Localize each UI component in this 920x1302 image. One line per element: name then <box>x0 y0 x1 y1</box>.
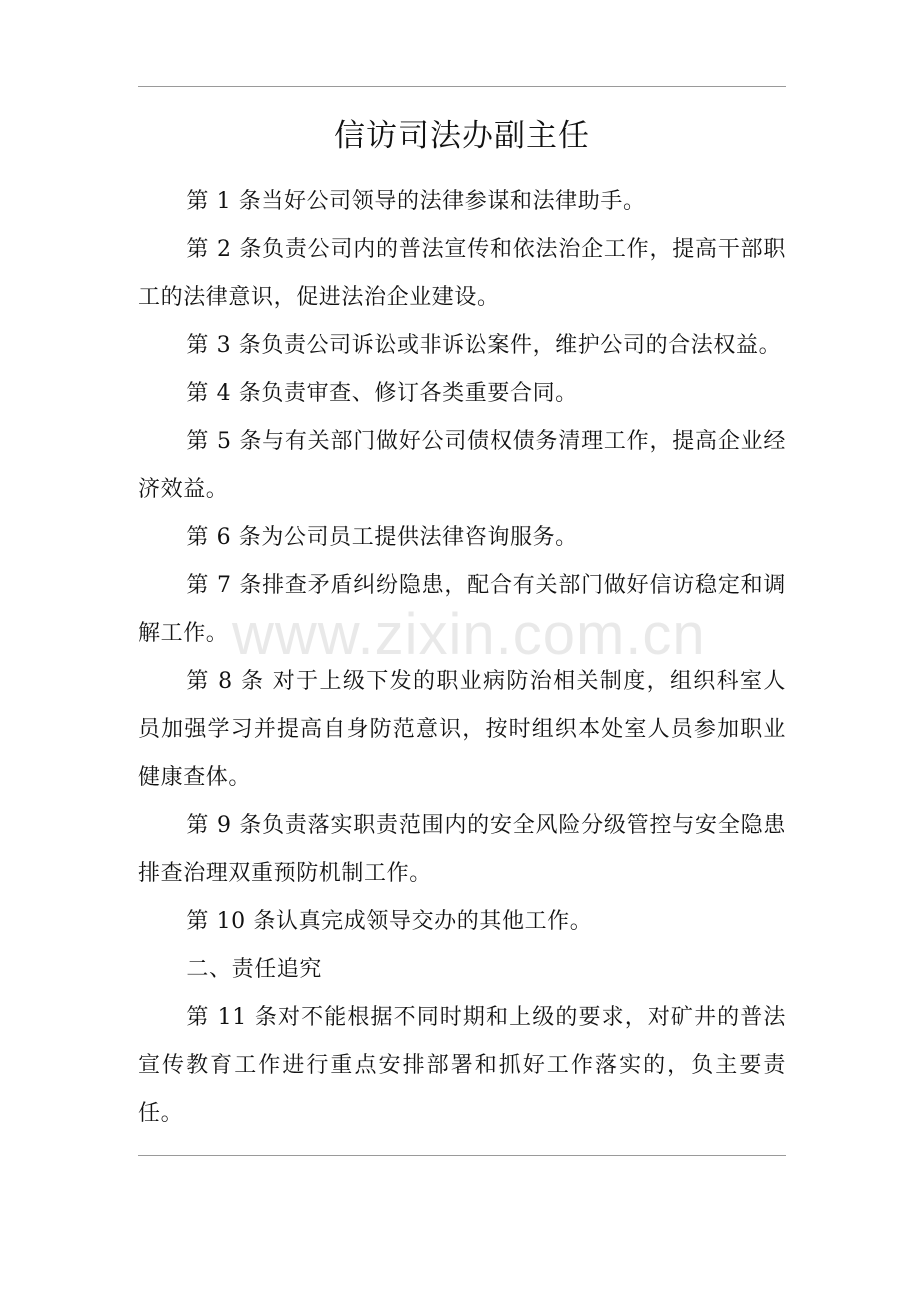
article-6: 第 6 条为公司员工提供法律咨询服务。 <box>186 525 578 550</box>
article-3: 第 3 条负责公司诉讼或非诉讼案件，维护公司的合法权益。 <box>186 333 782 358</box>
article-1: 第 1 条当好公司领导的法律参谋和法律助手。 <box>186 189 646 214</box>
header-rule <box>138 86 786 87</box>
article-4: 第 4 条负责审查、修订各类重要合同。 <box>186 381 578 406</box>
article-5: 第 5 条与有关部门做好公司债权债务清理工作，提高企业经济效益。 <box>138 429 786 502</box>
document-body <box>138 178 786 1138</box>
article-11: 第 11 条对不能根据不同时期和上级的要求，对矿井的普法宣传教育工作进行重点安排部署和抓好工作落实的，负主要责任。 <box>138 1005 786 1126</box>
article-10: 第 10 条认真完成领导交办的其他工作。 <box>186 909 593 934</box>
article-9: 第 9 条负责落实职责范围内的安全风险分级管控与安全隐患排查治理双重预防机制工作。 <box>138 813 786 886</box>
article-8: 第 8 条 对于上级下发的职业病防治相关制度，组织科室人员加强学习并提高自身防范意识，按时组织本处室人员参加职业健康查体。 <box>138 669 786 790</box>
footer-rule <box>138 1155 786 1156</box>
document-title: 信访司法办副主任 <box>334 118 590 154</box>
article-2: 第 2 条负责公司内的普法宣传和依法治企工作，提高干部职工的法律意识，促进法治企业建设。 <box>138 237 786 310</box>
section-heading-accountability: 二、责任追究 <box>186 957 322 982</box>
article-7: 第 7 条排查矛盾纠纷隐患，配合有关部门做好信访稳定和调解工作。 <box>138 573 786 646</box>
watermark: www.zixin.com.cn <box>232 602 706 667</box>
